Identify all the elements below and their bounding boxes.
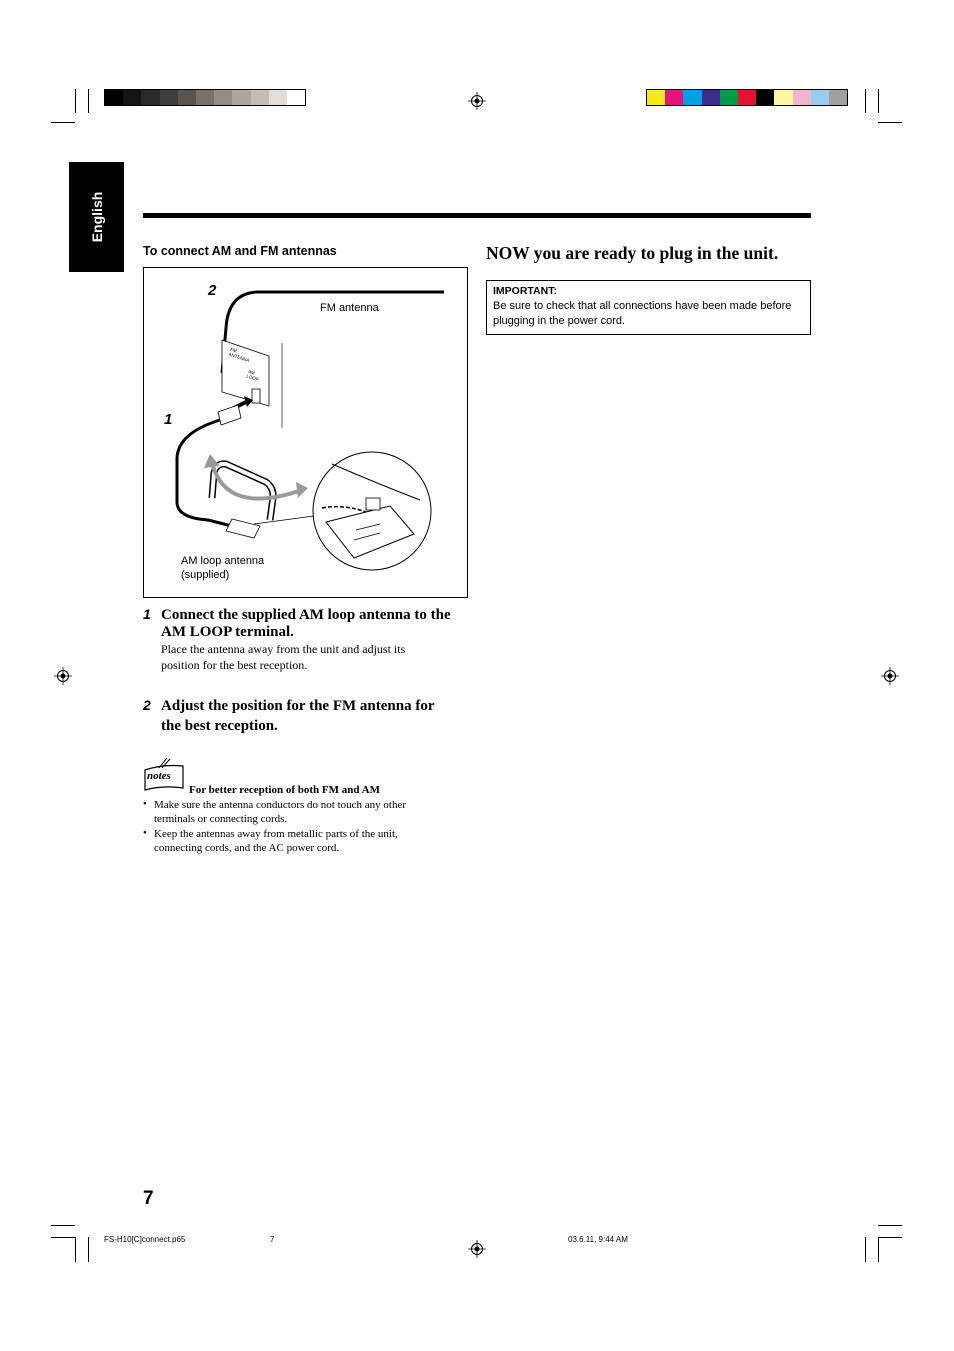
callout-number: 2	[208, 282, 217, 299]
color-swatch	[702, 90, 720, 105]
color-swatch	[756, 90, 774, 105]
am-loop-antenna-label: AM loop antenna	[181, 555, 265, 567]
crop-mark	[878, 1237, 902, 1238]
step-title: Adjust the position for the FM antenna for	[161, 698, 435, 714]
crop-mark	[51, 1225, 75, 1226]
important-notice	[486, 280, 811, 335]
step-title: Connect the supplied AM loop antenna to the	[161, 607, 451, 623]
color-swatch	[720, 90, 738, 105]
crop-mark	[878, 1225, 902, 1226]
color-swatch	[811, 90, 829, 105]
crop-mark	[88, 89, 89, 113]
top-rule	[143, 213, 811, 218]
color-swatch	[196, 90, 214, 105]
am-terminal-label: AM LOOP	[245, 368, 260, 383]
color-swatch	[214, 90, 232, 105]
language-tab-label: English	[88, 191, 105, 243]
crop-mark	[878, 1237, 879, 1262]
step-body: position for the best reception.	[161, 658, 308, 672]
registration-mark-icon	[54, 667, 72, 685]
important-text: Be sure to check that all connections have been made before plugging in the power cord.	[493, 300, 792, 327]
color-calibration-bar	[646, 89, 848, 106]
color-swatch	[647, 90, 665, 105]
color-swatch	[683, 90, 701, 105]
section-heading: To connect AM and FM antennas	[143, 244, 337, 258]
color-swatch	[793, 90, 811, 105]
color-swatch	[251, 90, 269, 105]
crop-mark	[75, 89, 76, 113]
step-number: 2	[143, 697, 151, 713]
registration-mark-icon	[468, 92, 486, 110]
color-swatch	[105, 90, 123, 105]
color-swatch	[232, 90, 250, 105]
notes-icon	[143, 758, 187, 792]
color-swatch	[774, 90, 792, 105]
crop-mark	[865, 89, 866, 113]
crop-mark	[88, 1237, 89, 1262]
color-swatch	[160, 90, 178, 105]
registration-mark-icon	[881, 667, 899, 685]
antenna-diagram	[144, 268, 469, 599]
crop-mark	[878, 89, 879, 113]
color-swatch	[269, 90, 287, 105]
crop-mark	[865, 1237, 866, 1262]
step-body: Place the antenna away from the unit and adjust its	[161, 642, 406, 656]
color-swatch	[665, 90, 683, 105]
am-loop-antenna-sublabel: (supplied)	[181, 569, 230, 581]
color-swatch	[141, 90, 159, 105]
crop-mark	[51, 122, 75, 123]
color-swatch	[287, 90, 305, 105]
footer-filename: FS-H10[C]connect.p65	[104, 1235, 186, 1244]
note-item: Keep the antennas away from metallic parts of the unit,	[154, 828, 398, 840]
crop-mark	[878, 122, 902, 123]
step-title: AM LOOP terminal.	[161, 624, 294, 640]
bullet: •	[143, 827, 147, 839]
registration-mark-icon	[468, 1240, 486, 1258]
fm-antenna-label: FM antenna	[320, 302, 379, 314]
color-swatch	[829, 90, 847, 105]
language-tab	[69, 162, 124, 272]
fm-terminal-label: FM ANTENNA	[227, 346, 251, 364]
page-number: 7	[143, 1188, 154, 1209]
step-title: the best reception.	[161, 718, 278, 734]
note-item: terminals or connecting cords.	[154, 813, 288, 825]
note-item: Make sure the antenna conductors do not touch any other	[154, 799, 407, 811]
color-swatch	[123, 90, 141, 105]
footer-timestamp: 03.6.11, 9:44 AM	[568, 1235, 628, 1244]
note-item: connecting cords, and the AC power cord.	[154, 842, 340, 854]
important-label: IMPORTANT:	[493, 285, 557, 297]
step-number: 1	[143, 606, 151, 622]
crop-mark	[75, 1237, 76, 1262]
bullet: •	[143, 798, 147, 810]
notes-heading: For better reception of both FM and AM	[189, 784, 380, 796]
crop-mark	[51, 1237, 75, 1238]
callout-number: 1	[164, 411, 173, 428]
color-swatch	[178, 90, 196, 105]
grayscale-calibration-bar	[104, 89, 306, 106]
notes-icon-label: notes	[147, 770, 171, 782]
footer-page: 7	[270, 1235, 275, 1244]
page-heading: NOW you are ready to plug in the unit.	[486, 243, 779, 263]
color-swatch	[738, 90, 756, 105]
antenna-connection-figure	[143, 267, 468, 598]
